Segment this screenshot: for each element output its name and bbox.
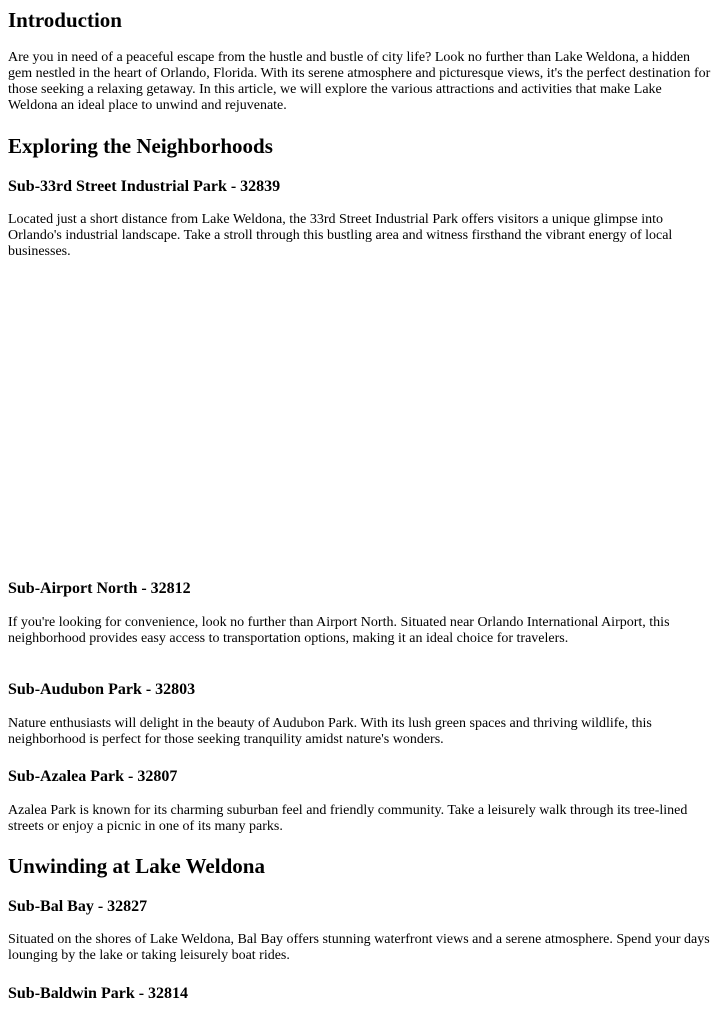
unwinding-heading: Unwinding at Lake Weldona — [8, 854, 265, 878]
intro-paragraph: Are you in need of a peaceful escape from the hustle and bustle of city life? Look no further than Lake Weldona, a hidden gem nestled in the heart of Orlando, Florida. With its serene atmosphere and picturesque views, it's the perfect destination for those seeking a relaxing getaway. In this article, we will explore the various attractions and activities that make Lake Weldona an ideal place to unwind and rejuvenate. — [8, 50, 711, 113]
section-title-33rd-street: Sub-33rd Street Industrial Park - 32839 — [8, 178, 281, 195]
section-text-bal-bay: Situated on the shores of Lake Weldona, Bal Bay offers stunning waterfront views and a serene atmosphere. Spend your days lounging by the lake or taking leisurely boat rides. — [8, 932, 710, 963]
blank-space — [8, 268, 714, 568]
section-title-baldwin-park: Sub-Baldwin Park - 32814 — [8, 985, 189, 1002]
section-text-airport-north: If you're looking for convenience, look no further than Airport North. Situated near Orlando International Airport, this neighborhood provides easy access to transportation options, making it an ideal choice for travelers. — [8, 615, 670, 646]
intro-heading: Introduction — [8, 8, 122, 32]
neighborhoods-heading: Exploring the Neighborhoods — [8, 134, 273, 158]
section-text-33rd-street: Located just a short distance from Lake Weldona, the 33rd Street Industrial Park offers visitors a unique glimpse into Orlando's industrial landscape. Take a stroll through this bustling area and witness firsthand the vibrant energy of local businesses. — [8, 212, 673, 259]
section-text-azalea-park: Azalea Park is known for its charming suburban feel and friendly community. Take a leisurely walk through its tree-lined streets or enjoy a picnic in one of its many parks. — [8, 803, 688, 834]
section-title-bal-bay: Sub-Bal Bay - 32827 — [8, 898, 148, 915]
section-title-audubon-park: Sub-Audubon Park - 32803 — [8, 681, 196, 698]
section-text-audubon-park: Nature enthusiasts will delight in the beauty of Audubon Park. With its lush green spaces and thriving wildlife, this neighborhood is perfect for those seeking tranquility amidst nature's wonders. — [8, 716, 652, 747]
section-title-azalea-park: Sub-Azalea Park - 32807 — [8, 768, 178, 785]
section-title-airport-north: Sub-Airport North - 32812 — [8, 580, 191, 597]
